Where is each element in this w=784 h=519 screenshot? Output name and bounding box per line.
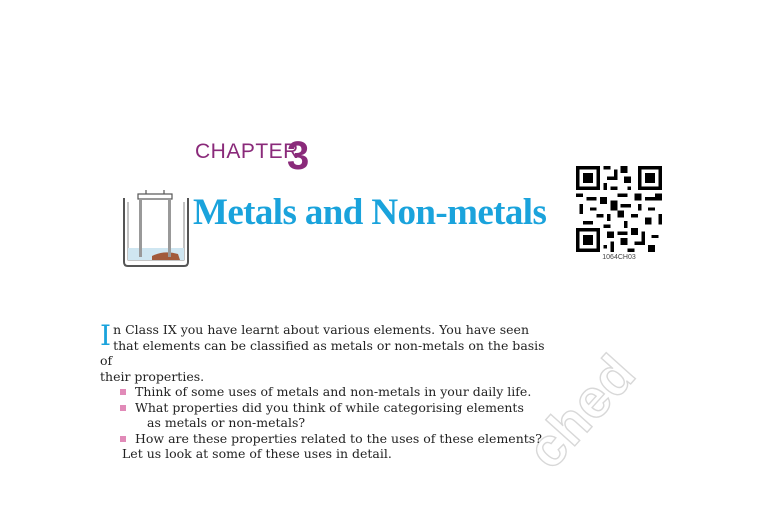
question-list <box>100 384 560 446</box>
list-item-text: Think of some uses of metals and non-metals in your daily life. <box>135 384 532 399</box>
list-item <box>100 384 560 400</box>
intro-line-2: that elements can be classified as metals or non-metals on the basis of <box>100 337 545 368</box>
list-item-text: What properties did you think of while categorising elements <box>135 399 524 415</box>
drop-cap: I <box>100 319 112 352</box>
chapter-number: 3 <box>287 134 310 178</box>
list-item-continuation: as metals or non-metals? <box>147 415 306 430</box>
chapter-title: Metals and Non-metals <box>193 192 547 233</box>
list-item <box>100 431 560 447</box>
watermark: ched <box>515 343 648 480</box>
bullet-icon <box>120 389 126 395</box>
list-item-text: How are these properties related to the uses of these elements? <box>135 430 542 446</box>
chapter-label: CHAPTER <box>195 140 299 163</box>
next-paragraph: Let us look at some of these uses in detail. <box>122 446 392 461</box>
list-item <box>100 400 560 431</box>
bullet-icon <box>120 405 126 411</box>
beaker-icon <box>118 188 192 268</box>
qr-code-label: 1064CH03 <box>602 254 636 261</box>
intro-line-3: their properties. <box>100 368 205 384</box>
intro-paragraph <box>100 319 560 384</box>
qr-code-icon <box>576 166 662 252</box>
intro-line-1: n Class IX you have learnt about various elements. You have seen <box>113 322 529 337</box>
